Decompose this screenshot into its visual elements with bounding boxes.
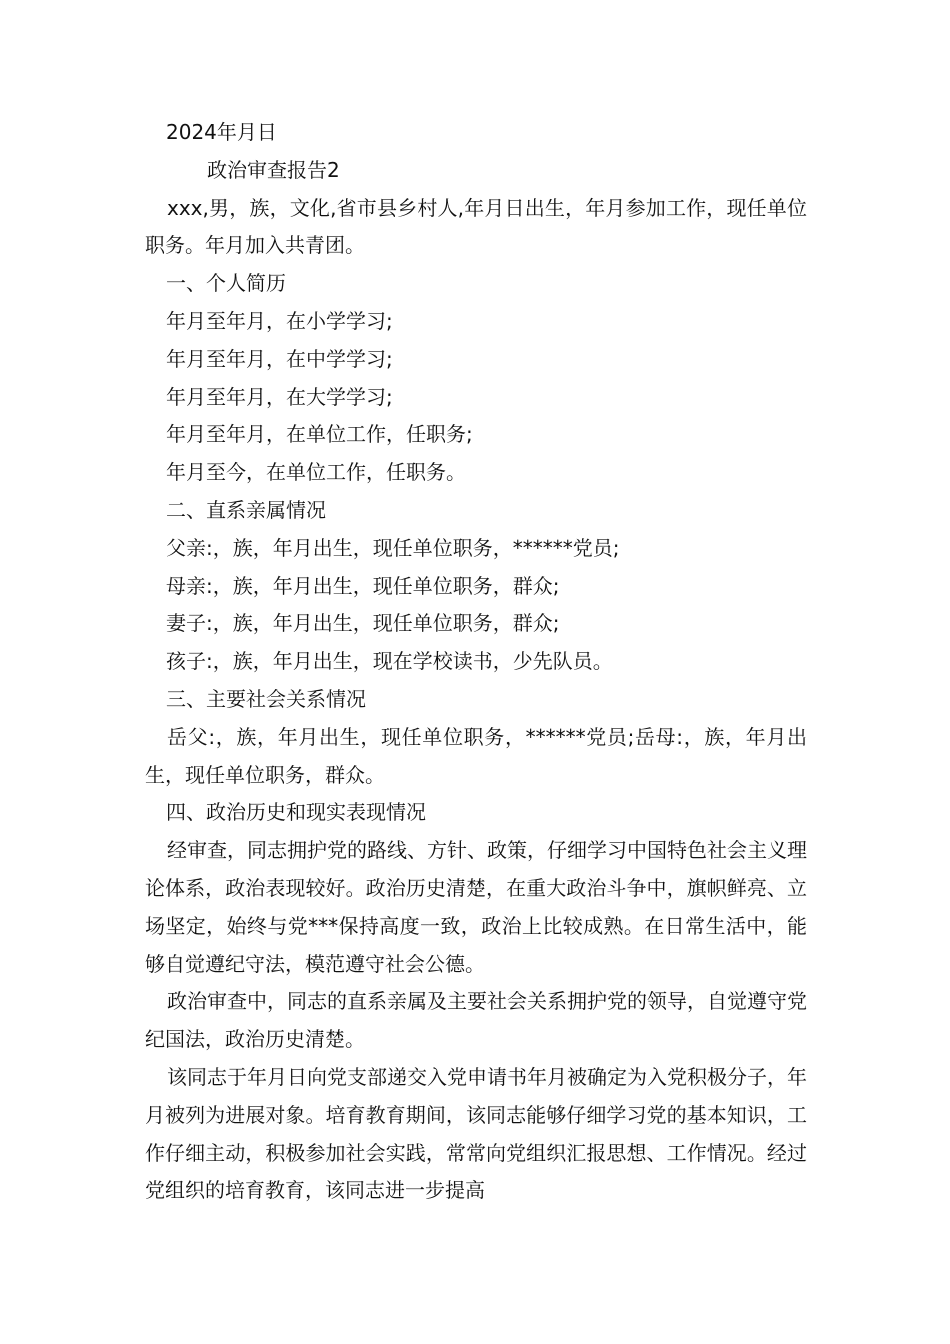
resume-item: 年月至年月，在大学学习; <box>166 384 393 409</box>
section-heading-relatives: 二、直系亲属情况 <box>166 497 326 522</box>
section-heading-political: 四、政治历史和现实表现情况 <box>166 800 426 825</box>
resume-item: 年月至年月，在单位工作，任职务; <box>166 422 473 447</box>
resume-item: 年月至年月，在小学学习; <box>166 308 393 333</box>
resume-item: 年月至年月，在中学学习; <box>166 346 393 371</box>
section-heading-social: 三、主要社会关系情况 <box>166 686 366 711</box>
date-line: 2024年月日 <box>166 120 277 144</box>
social-relations-paragraph: 岳父:，族，年月出生，现任单位职务，******党员;岳母:，族，年月出生，现任单位职务，群众。 <box>145 724 807 787</box>
relative-item: 父亲:，族，年月出生，现任单位职务，******党员; <box>166 535 620 560</box>
relative-item: 孩子:，族，年月出生，现在学校读书，少先队员。 <box>166 649 613 674</box>
family-review-paragraph: 政治审查中，同志的直系亲属及主要社会关系拥护党的领导，自觉遵守党纪国法，政治历史清楚。 <box>145 989 807 1052</box>
document-body <box>145 114 807 1210</box>
resume-item: 年月至今，在单位工作，任职务。 <box>166 460 466 485</box>
section-heading-resume: 一、个人简历 <box>166 271 286 296</box>
intro-paragraph: xxx,男，族，文化,省市县乡村人,年月日出生，年月参加工作，现任单位职务。年月加入共青团。 <box>145 195 807 258</box>
relative-item: 妻子:，族，年月出生，现任单位职务，群众; <box>166 611 560 636</box>
relative-item: 母亲:，族，年月出生，现任单位职务，群众; <box>166 573 560 598</box>
application-paragraph: 该同志于年月日向党支部递交入党申请书年月被确定为入党积极分子，年月被列为进展对象。培育教育期间，该同志能够仔细学习党的基本知识，工作仔细主动，积极参加社会实践，常常向党组织汇报思想、工作情况。经过党组织的培育教育，该同志进一步提高 <box>145 1064 807 1203</box>
review-paragraph: 经审查，同志拥护党的路线、方针、政策，仔细学习中国特色社会主义理论体系，政治表现较好。政治历史清楚，在重大政治斗争中，旗帜鲜亮、立场坚定，始终与党***保持高度一致，政治上比较成熟。在日常生活中，能够自觉遵纪守法，模范遵守社会公德。 <box>145 838 807 976</box>
document-title: 政治审查报告2 <box>207 157 340 182</box>
